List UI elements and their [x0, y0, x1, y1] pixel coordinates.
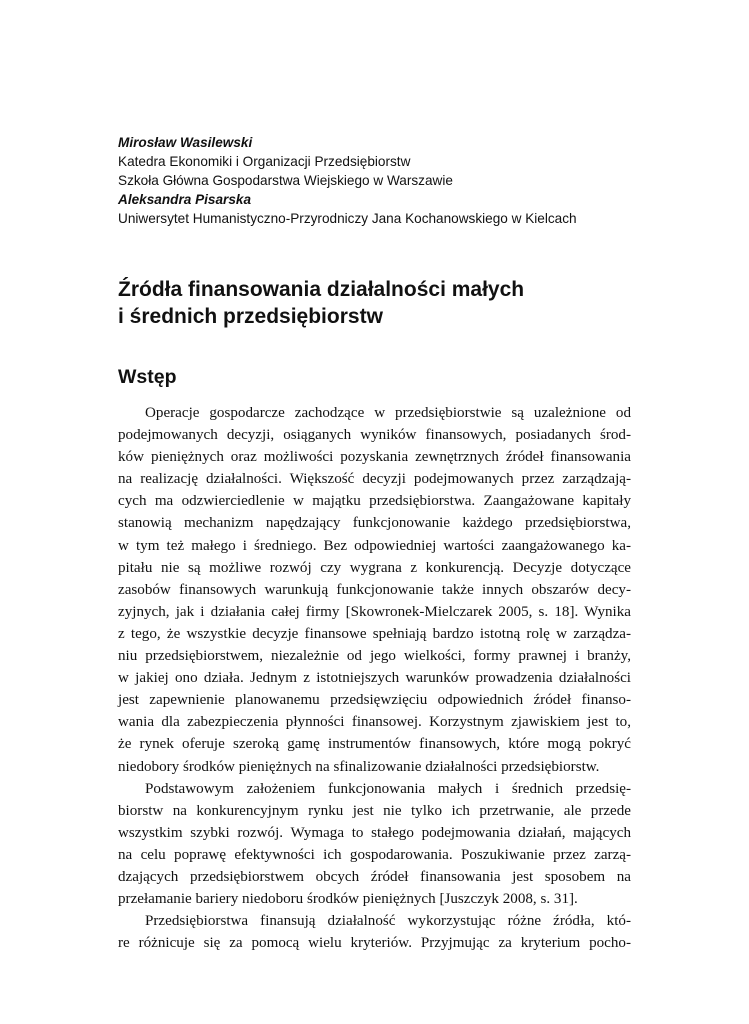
- text-line: na realizację działalności. Większość decyzji podejmowanych przez zarządzają-: [118, 471, 631, 488]
- text-line: z tego, że wszystkie decyzje finansowe spełniają bardzo istotną rolę w zarządza-: [118, 625, 631, 642]
- text-line: w jakiej ono działa. Jednym z istotniejszych warunków prowadzenia działalności: [118, 670, 631, 687]
- text-line: na celu poprawę efektywności ich gospodarowania. Poszukiwanie przez zarzą-: [118, 846, 631, 863]
- text-line: podejmowanych decyzji, osiąganych wyników finansowych, posiadanych środ-: [118, 427, 631, 444]
- text-line: biorstw na konkurencyjnym rynku jest nie tylko ich przetrwanie, ale przede: [118, 802, 631, 819]
- author-name: Aleksandra Pisarska: [118, 192, 252, 207]
- text-line: wszystkim szybki rozwój. Wymaga to stałego podejmowania działań, mających: [118, 824, 631, 841]
- author-affiliation: Katedra Ekonomiki i Organizacji Przedsiębiorstw: [118, 154, 411, 169]
- text-line: cych ma odzwierciedlenie w majątku przedsiębiorstwa. Zaangażowane kapitały: [118, 493, 631, 510]
- author-affiliation: Uniwersytet Humanistyczno-Przyrodniczy Jana Kochanowskiego w Kielcach: [118, 211, 577, 226]
- section-heading: Wstęp: [118, 366, 177, 388]
- body-text: [118, 402, 631, 954]
- article-title-line: Źródła finansowania działalności małych: [118, 278, 525, 301]
- text-line: pitału nie są możliwe rozwój czy wygrana z konkurencją. Decyzje dotyczące: [118, 559, 631, 576]
- text-line: re różnicuje się za pomocą wielu kryteriów. Przyjmując za kryterium pocho-: [118, 935, 631, 952]
- author-affiliation: Szkoła Główna Gospodarstwa Wiejskiego w Warszawie: [118, 173, 453, 188]
- text-line: wania dla zabezpieczenia płynności finansowej. Korzystnym zjawiskiem jest to,: [118, 714, 631, 731]
- text-line: Operacje gospodarcze zachodzące w przedsiębiorstwie są uzależnione od: [145, 405, 631, 421]
- author-name: Mirosław Wasilewski: [118, 135, 253, 150]
- text-line: przełamanie bariery niedoboru środków pieniężnych [Juszczyk 2008, s. 31].: [118, 891, 578, 908]
- author-block: [118, 133, 678, 228]
- text-line: Podstawowym założeniem funkcjonowania małych i średnich przedsię-: [145, 780, 631, 797]
- text-line: ków pieniężnych oraz możliwości pozyskania zewnętrznych źródeł finansowania: [118, 449, 631, 466]
- article-title: [118, 276, 678, 330]
- text-line: Przedsiębiorstwa finansują działalność wykorzystując różne źródła, któ-: [145, 913, 631, 930]
- text-line: zyjnych, jak i działania całej firmy [Skowronek-Mielczarek 2005, s. 18]. Wynika: [118, 603, 631, 620]
- text-line: stanowią mechanizm napędzający funkcjonowanie każdego przedsiębiorstwa,: [118, 515, 631, 532]
- text-line: niu przedsiębiorstwem, niezależnie od jego wielkości, formy prawnej i branży,: [118, 648, 631, 665]
- text-line: dzających przedsiębiorstwem obcych źródeł finansowania jest sposobem na: [118, 868, 631, 885]
- text-line: niedobory środków pieniężnych na sfinalizowanie działalności przedsiębiorstw.: [118, 758, 600, 775]
- text-line: że rynek oferuje szeroką gamę instrumentów finansowych, które mogą pokryć: [118, 736, 631, 753]
- text-line: zasobów finansowych warunkują funkcjonowanie także innych obszarów decy-: [118, 581, 631, 598]
- text-line: jest zapewnienie planowanemu przedsięwzięciu odpowiednich źródeł finanso-: [118, 692, 631, 709]
- text-line: w tym też małego i średniego. Bez odpowiedniej wartości zaangażowanego ka-: [118, 537, 631, 554]
- article-title-line: i średnich przedsiębiorstw: [118, 305, 383, 328]
